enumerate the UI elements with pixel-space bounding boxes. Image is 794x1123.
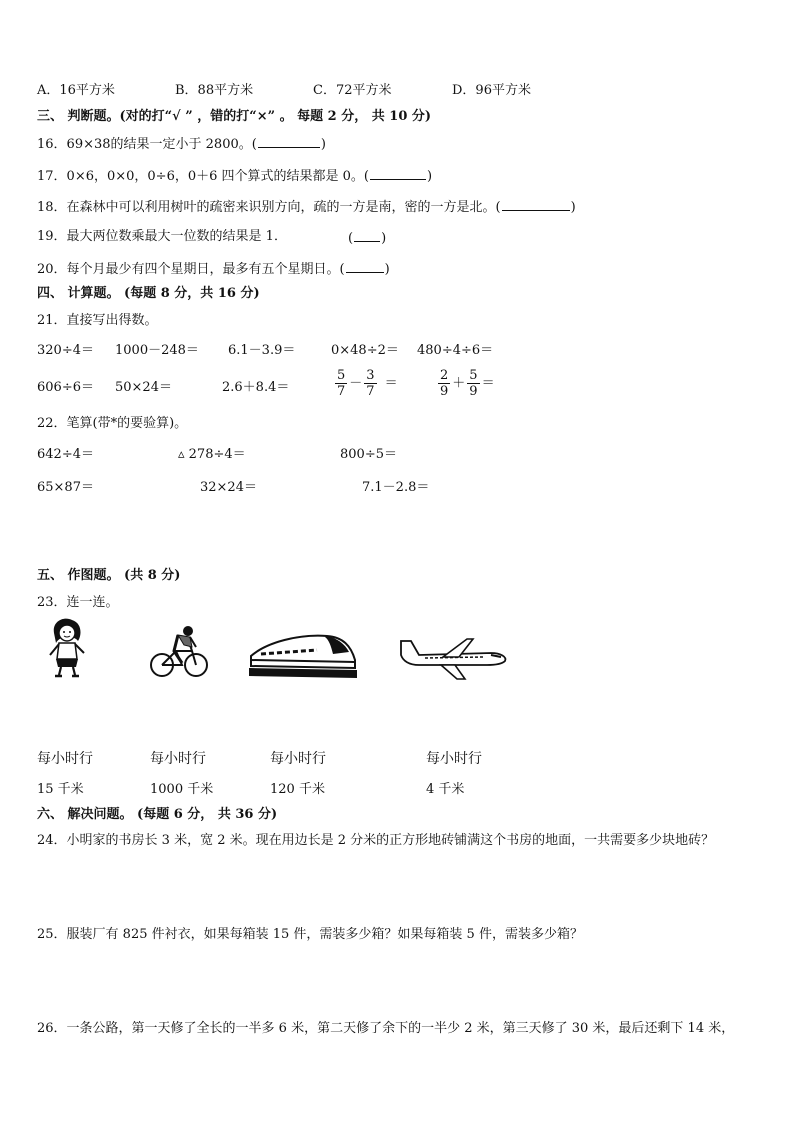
- per-hour-label: 每小时行: [270, 751, 326, 767]
- question-21: 21．直接写出得数。: [37, 313, 158, 328]
- answer-blank-18[interactable]: [502, 197, 570, 211]
- question-18: [37, 197, 576, 217]
- train-image[interactable]: [247, 630, 359, 682]
- section-5-heading: 五、 作图题。 (共 8 分): [37, 568, 181, 583]
- calc-item: 800÷5＝: [340, 447, 397, 462]
- question-20: [37, 259, 390, 279]
- per-hour-label: 每小时行: [37, 751, 93, 767]
- speed-option[interactable]: 4 千米: [426, 782, 465, 797]
- question-16-close: ): [320, 137, 326, 152]
- fraction: [438, 368, 450, 399]
- calc-item: 6.1－3.9＝: [228, 343, 296, 358]
- option-c: C．72平方米: [313, 83, 392, 98]
- per-hour-label: 每小时行: [150, 751, 206, 767]
- calc-item: 642÷4＝: [37, 447, 94, 462]
- fraction: [467, 368, 479, 399]
- answer-blank-20[interactable]: [346, 259, 384, 273]
- walking-child-image[interactable]: [46, 617, 88, 679]
- fraction-numerator: 2: [440, 368, 449, 383]
- fraction-numerator: 5: [337, 368, 346, 383]
- question-16-text: 16．69×38的结果一定小于 2800。(: [37, 137, 257, 152]
- fraction-equals: ＝: [481, 376, 495, 391]
- per-hour-label: 每小时行: [426, 751, 482, 767]
- calc-item: 7.1－2.8＝: [362, 480, 430, 495]
- question-19: [37, 228, 287, 246]
- fraction-expression-1: [333, 368, 398, 399]
- fraction: [335, 368, 347, 399]
- fraction-numerator: 5: [469, 368, 478, 383]
- speed-option[interactable]: 15 千米: [37, 782, 84, 797]
- calc-item: 320÷4＝: [37, 343, 94, 358]
- option-a: A．16平方米: [37, 83, 115, 98]
- question-20-text: 20．每个月最少有四个星期日，最多有五个星期日。(: [37, 262, 345, 277]
- calc-item: 32×24＝: [200, 480, 257, 495]
- fraction-denominator: 9: [469, 384, 478, 399]
- speed-option[interactable]: 1000 千米: [150, 782, 214, 797]
- calc-item: 65×87＝: [37, 480, 94, 495]
- speed-option[interactable]: 120 千米: [270, 782, 325, 797]
- calc-item: 2.6＋8.4＝: [222, 380, 290, 395]
- airplane-image[interactable]: [395, 637, 509, 681]
- question-17-text: 17．0×6，0×0，0÷6，0＋6 四个算式的结果都是 0。(: [37, 169, 369, 184]
- question-17: [37, 166, 432, 186]
- fraction-operator: －: [349, 376, 363, 391]
- fraction-equals: ＝: [384, 376, 398, 391]
- cyclist-image[interactable]: [148, 623, 210, 681]
- question-18-close: ): [570, 200, 576, 215]
- calc-item: ▵ 278÷4＝: [178, 447, 246, 462]
- calc-item: 0×48÷2＝: [331, 343, 399, 358]
- fraction-denominator: 7: [337, 384, 346, 399]
- question-24: 24．小明家的书房长 3 米，宽 2 米。现在用边长是 2 分米的正方形地砖铺满这个书房的地面，一共需要多少块地砖？: [37, 833, 715, 848]
- question-25: 25．服装厂有 825 件衬衣，如果每箱装 15 件，需装多少箱？如果每箱装 5 件，需装多少箱？: [37, 927, 583, 942]
- question-19-answer: [348, 228, 386, 248]
- answer-blank-19[interactable]: [354, 228, 380, 242]
- fraction-denominator: 9: [440, 384, 449, 399]
- question-20-close: ): [384, 262, 390, 277]
- question-23: 23．连一连。: [37, 595, 119, 610]
- fraction-operator: ＋: [452, 376, 466, 391]
- question-26: 26．一条公路，第一天修了全长的一半多 6 米，第二天修了余下的一半少 2 米，第三天修了 30 米，最后还剩下 14 米，: [37, 1021, 735, 1036]
- calc-item: 606÷6＝: [37, 380, 94, 395]
- calc-item: 1000－248＝: [115, 343, 199, 358]
- question-18-text: 18．在森林中可以利用树叶的疏密来识别方向，疏的一方是南，密的一方是北。(: [37, 200, 501, 215]
- question-19-text: 19．最大两位数乘最大一位数的结果是 1．: [37, 229, 287, 244]
- question-19-close: ): [381, 231, 387, 246]
- option-d: D．96平方米: [452, 83, 531, 98]
- answer-blank-16[interactable]: [258, 134, 320, 148]
- question-17-close: ): [427, 169, 433, 184]
- fraction: [364, 368, 376, 399]
- section-4-heading: 四、 计算题。 (每题 8 分，共 16 分): [37, 286, 260, 301]
- section-6-heading: 六、 解决问题。 (每题 6 分， 共 36 分): [37, 807, 278, 822]
- fraction-numerator: 3: [366, 368, 375, 383]
- question-19-open: (: [348, 231, 354, 246]
- answer-blank-17[interactable]: [370, 166, 426, 180]
- option-b: B．88平方米: [175, 83, 254, 98]
- section-3-heading: 三、 判断题。(对的打“√ ” ，错的打“×” 。 每题 2 分， 共 10 分): [37, 109, 432, 124]
- fraction-denominator: 7: [366, 384, 375, 399]
- fraction-expression-2: [436, 368, 495, 399]
- question-22: 22．笔算(带*的要验算)。: [37, 416, 188, 431]
- calc-item: 50×24＝: [115, 380, 172, 395]
- question-16: [37, 134, 326, 154]
- calc-item: 480÷4÷6＝: [417, 343, 494, 358]
